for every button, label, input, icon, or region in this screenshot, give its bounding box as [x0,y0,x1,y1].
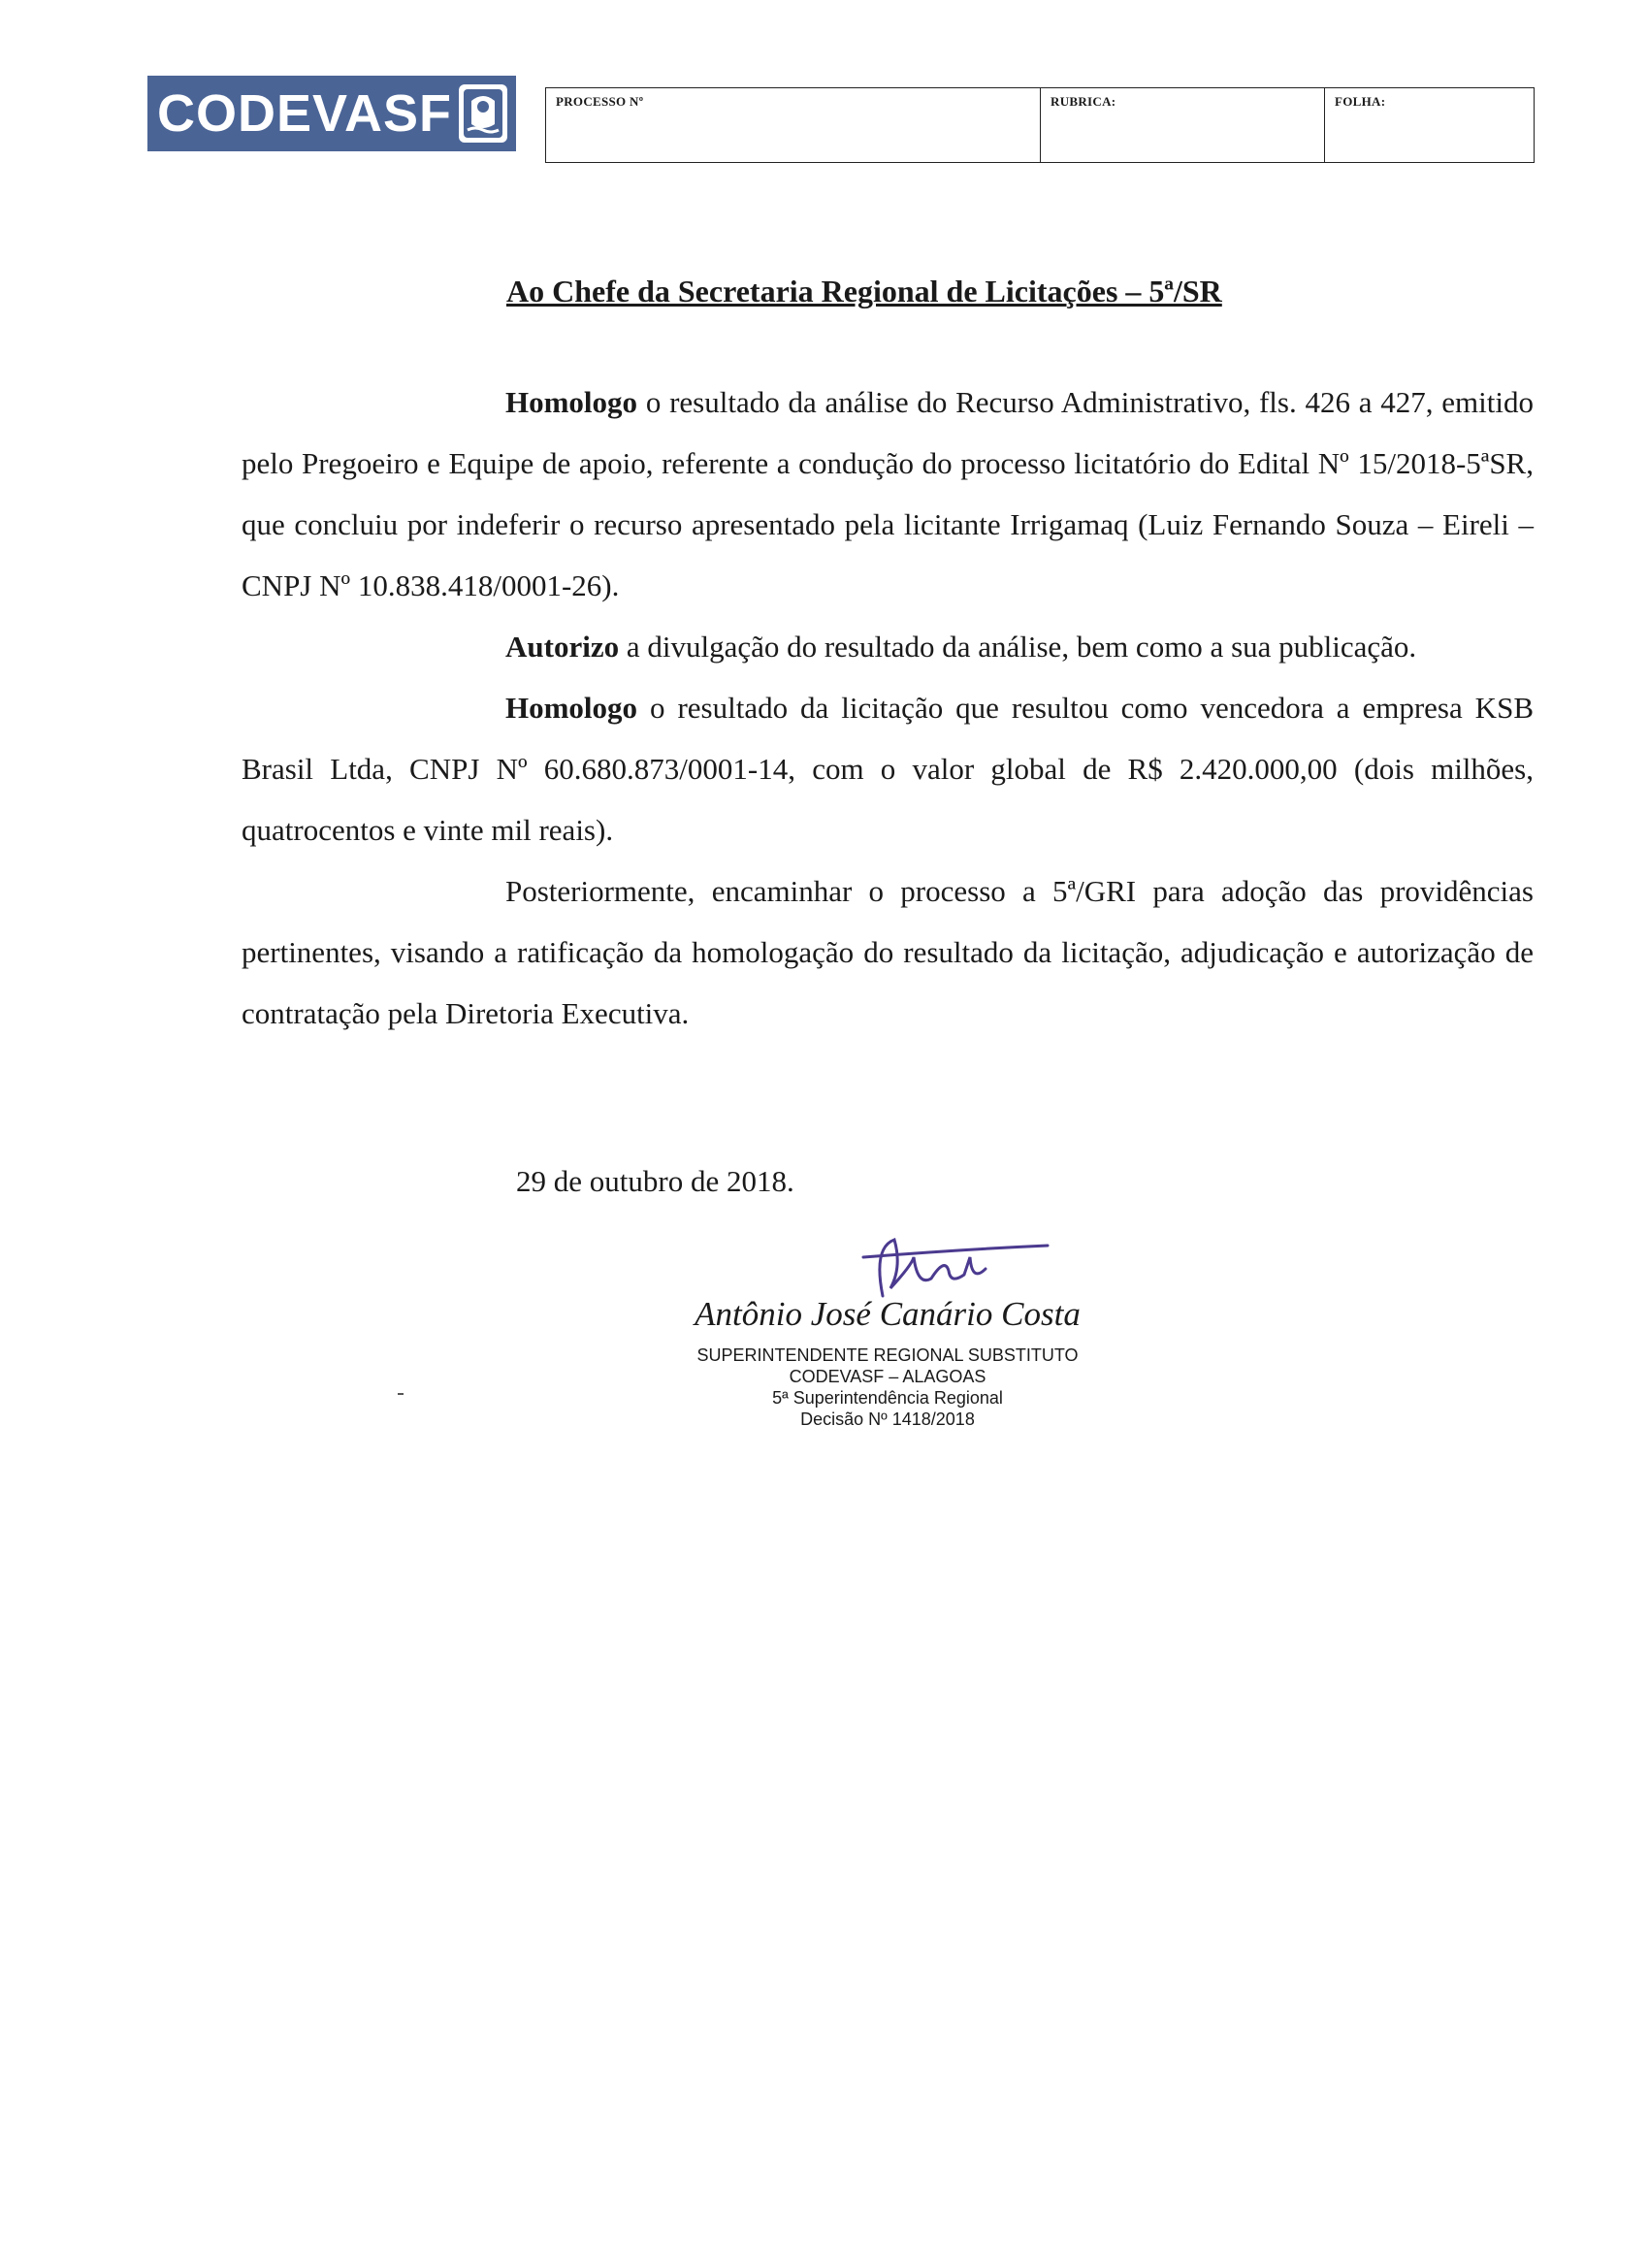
folha-label: FOLHA: [1335,94,1386,109]
rubrica-label: RUBRICA: [1051,94,1116,109]
document-body [242,372,1534,1044]
paragraph-2-lead: Autorizo [505,630,620,664]
signatory-org: CODEVASF – ALAGOAS [789,1367,986,1386]
emblem-icon [456,81,510,146]
paragraph-4 [242,860,1534,1044]
processo-label: PROCESSO Nº [556,94,644,109]
codevasf-logo [147,76,516,151]
paragraph-2 [242,616,1534,677]
scan-speck [398,1393,404,1395]
paragraph-2-text: a divulgação do resultado da análise, bem como a sua publicação. [619,630,1417,664]
signatory-unit: 5ª Superintendência Regional [772,1388,1003,1408]
paragraph-1-lead: Homologo [505,385,638,419]
folha-cell [1325,88,1534,162]
paragraph-1-text: o resultado da análise do Recurso Administrativo, fls. 426 a 427, emitido pelo Pregoeiro e Equipe de apoio, referente a condução do processo licitatório do Edital Nº 15/2018-5ªSR, que concluiu por indeferir o recurso apresentado pela licitante Irrigamaq (Luiz Fernando Souza – Eireli – CNPJ Nº 10.838.418/0001-26). [242,385,1534,602]
signatory-decision: Decisão Nº 1418/2018 [800,1409,975,1429]
paragraph-3-text: o resultado da licitação que resultou como vencedora a empresa KSB Brasil Ltda, CNPJ Nº 60.680.873/0001-14, com o valor global de R$ 2.420.000,00 (dois milhões, quatrocentos e vinte mil reais). [242,691,1534,847]
paragraph-1 [242,372,1534,616]
paragraph-3 [242,677,1534,860]
document-heading: Ao Chefe da Secretaria Regional de Licitações – 5ª/SR [506,274,1222,308]
document-date: 29 de outubro de 2018. [516,1164,794,1198]
rubrica-cell [1041,88,1325,162]
paragraph-3-lead: Homologo [505,691,638,725]
signatory-details [621,1345,1154,1430]
process-form-box [545,87,1535,163]
processo-cell [546,88,1041,162]
logo-text: CODEVASF [157,84,453,143]
signatory-name: Antônio José Canário Costa [695,1295,1081,1333]
signatory-title: SUPERINTENDENTE REGIONAL SUBSTITUTO [696,1345,1079,1365]
paragraph-4-text: Posteriormente, encaminhar o processo a 5ª/GRI para adoção das providências pertinentes, visando a ratificação da homologação do resultado da licitação, adjudicação e autorização de contratação pela Diretoria Executiva. [242,874,1534,1030]
